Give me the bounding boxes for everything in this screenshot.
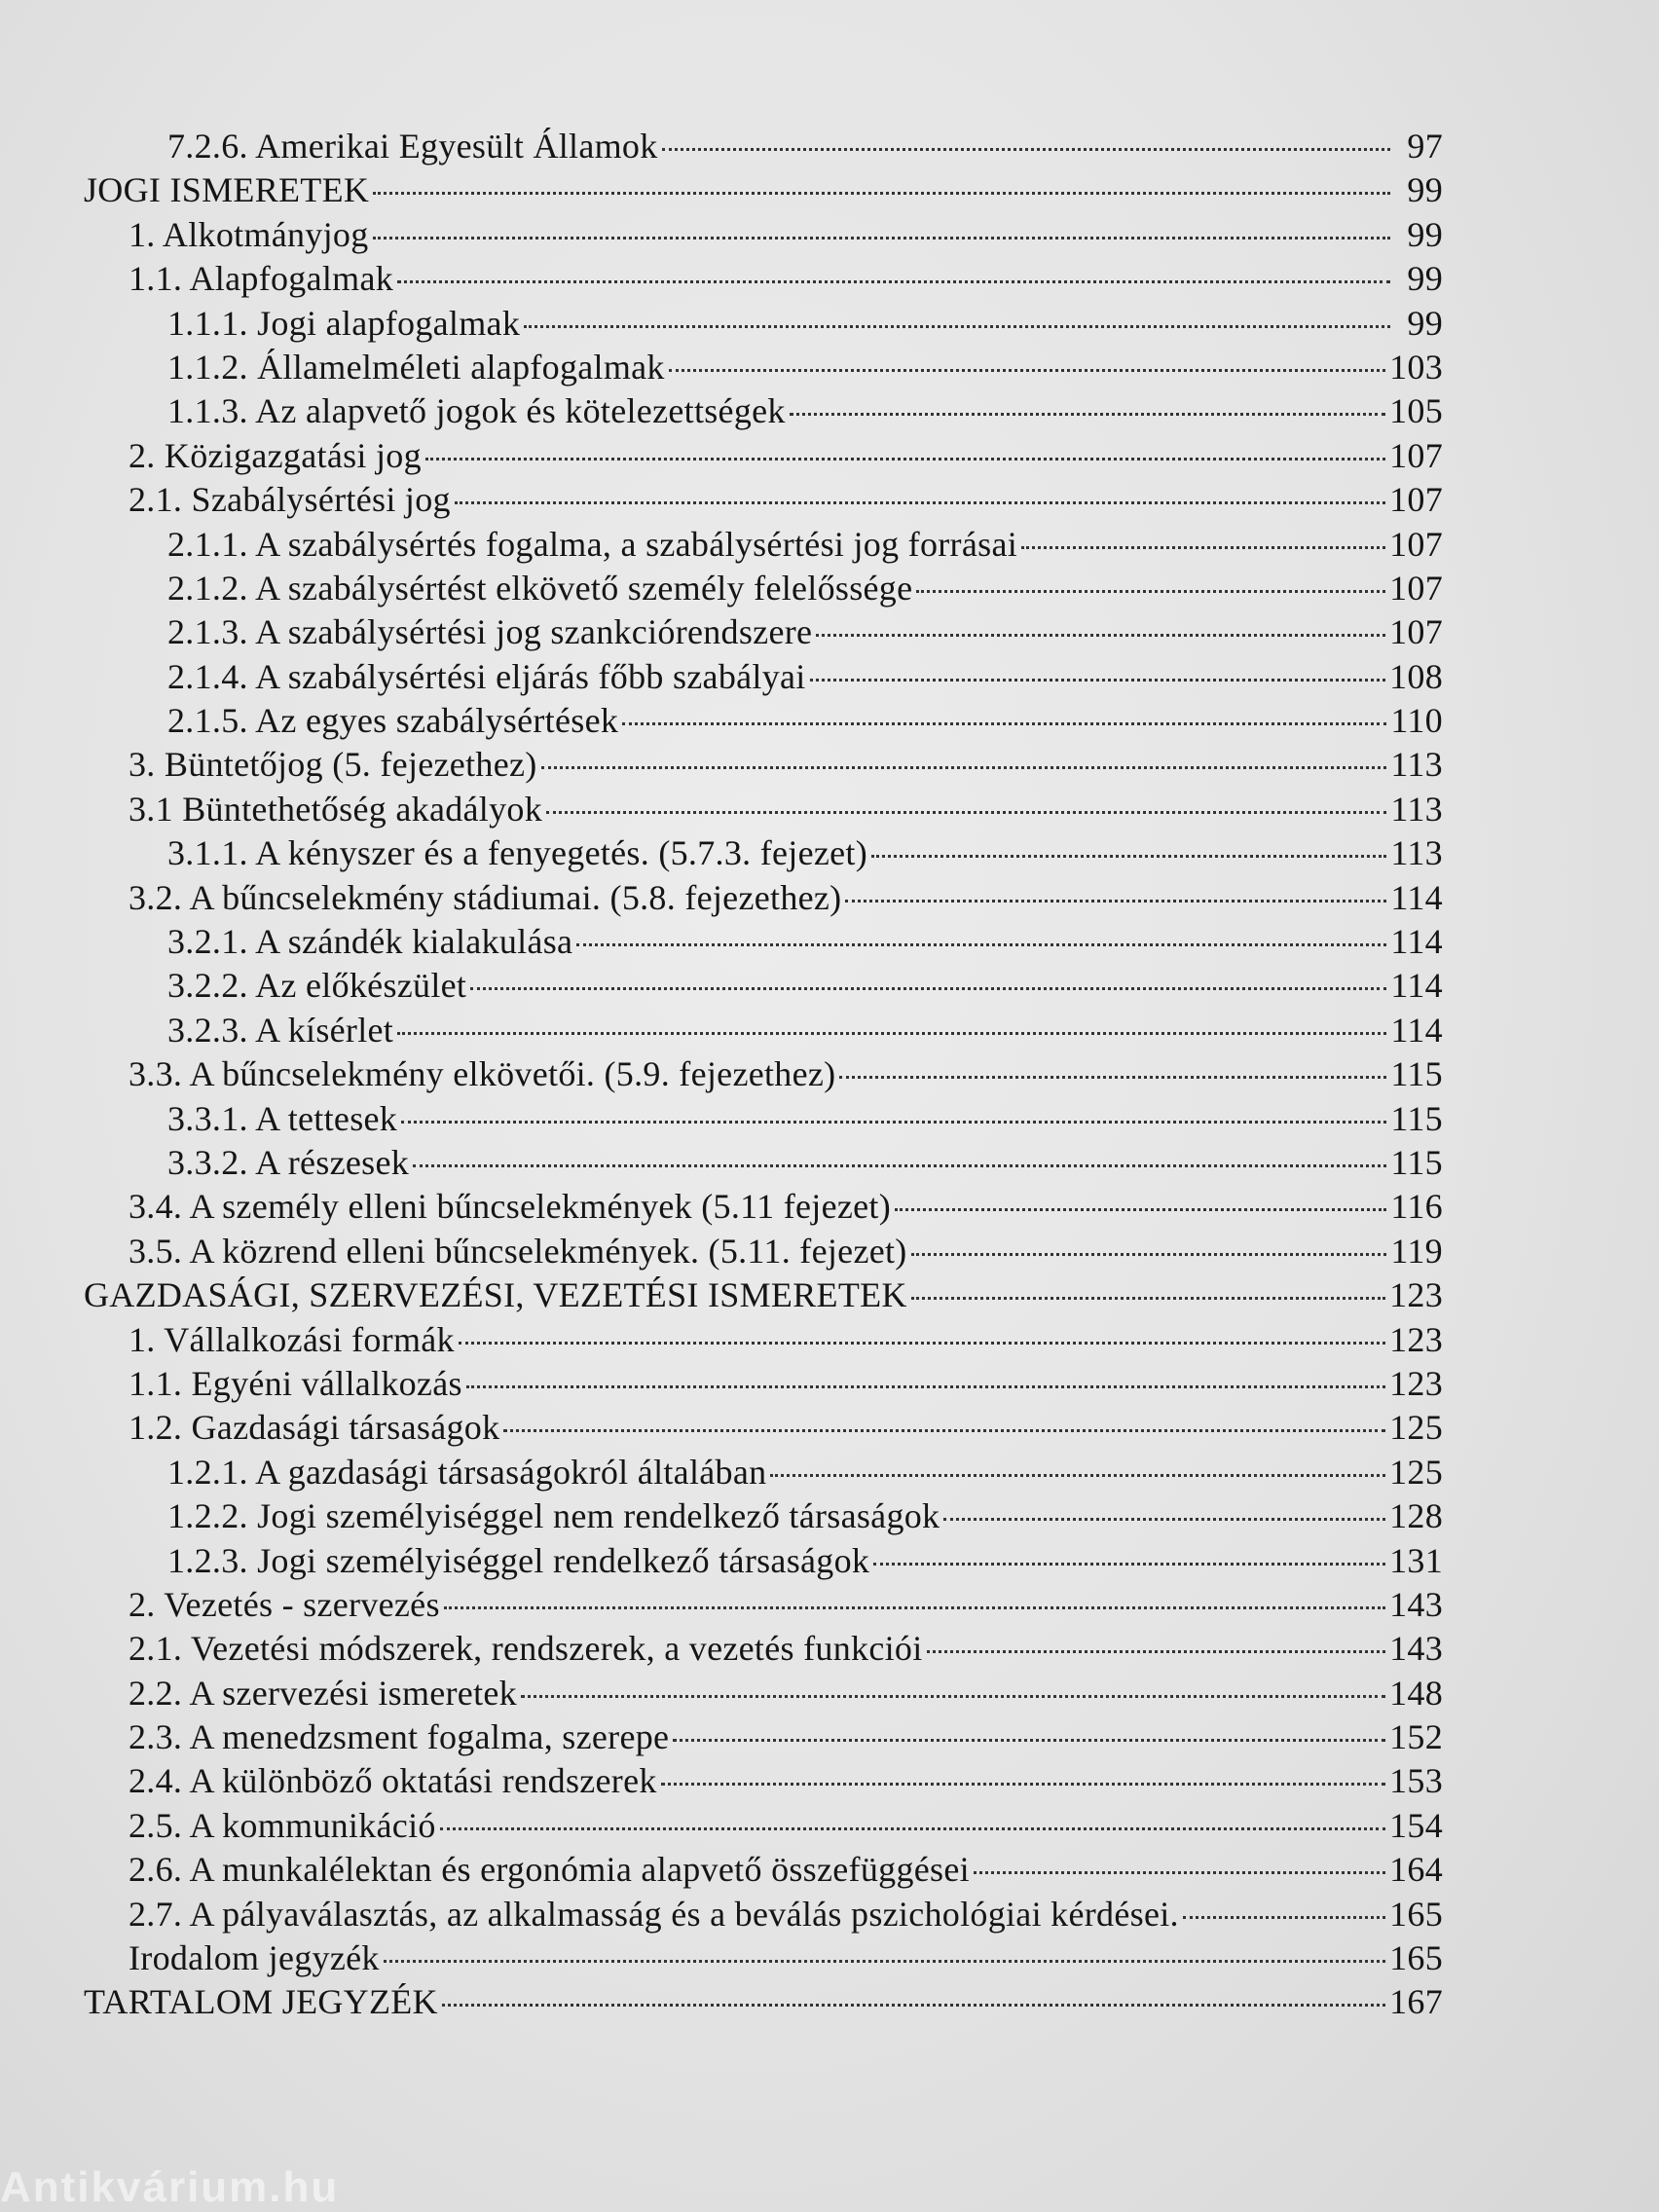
toc-entry <box>84 302 1443 346</box>
dot-leader <box>455 501 1385 504</box>
toc-entry-title: 2.1.1. A szabálysértés fogalma, a szabálysértési jog forrásai <box>167 524 1018 564</box>
dot-leader <box>524 325 1390 328</box>
toc-entry <box>84 1672 1443 1715</box>
toc-entry <box>84 168 1443 212</box>
table-of-contents <box>84 125 1443 2025</box>
toc-entry-page: 114 <box>1390 1010 1443 1050</box>
toc-entry <box>84 920 1443 964</box>
toc-entry-page: 125 <box>1389 1452 1443 1492</box>
dot-leader <box>816 634 1385 637</box>
toc-entry-title: 1.2.1. A gazdasági társaságokról általában <box>167 1452 767 1492</box>
dot-leader <box>662 148 1390 151</box>
toc-entry-title: TARTALOM JEGYZÉK <box>84 1982 438 2022</box>
dot-leader <box>895 1208 1386 1211</box>
toc-entry <box>84 831 1443 875</box>
dot-leader <box>521 1695 1385 1698</box>
toc-entry-page: 167 <box>1389 1982 1443 2022</box>
dot-leader <box>459 1342 1385 1345</box>
toc-entry <box>84 1318 1443 1362</box>
dot-leader <box>401 1121 1386 1124</box>
toc-entry-page: 143 <box>1389 1584 1443 1624</box>
toc-entry-page: 165 <box>1389 1894 1443 1934</box>
toc-entry <box>84 1936 1443 1980</box>
toc-entry <box>84 655 1443 699</box>
toc-entry-page: 105 <box>1389 391 1443 431</box>
toc-entry <box>84 964 1443 1008</box>
toc-entry-page: 113 <box>1390 745 1443 785</box>
toc-entry <box>84 1273 1443 1317</box>
toc-entry-page: 107 <box>1389 480 1443 520</box>
toc-entry-title: 1.1. Alapfogalmak <box>129 259 394 299</box>
dot-leader <box>770 1474 1385 1477</box>
toc-entry <box>84 523 1443 567</box>
toc-entry-title: 2.1. Szabálysértési jog <box>129 480 451 520</box>
toc-entry <box>84 1715 1443 1759</box>
toc-entry-title: 2. Közigazgatási jog <box>129 435 422 475</box>
toc-entry-page: 152 <box>1389 1717 1443 1757</box>
toc-entry-title: 1. Vállalkozási formák <box>129 1319 455 1359</box>
toc-entry-page: 114 <box>1390 877 1443 917</box>
dot-leader <box>503 1429 1385 1432</box>
toc-entry-page: 165 <box>1389 1938 1443 1978</box>
dot-leader <box>911 1253 1387 1256</box>
toc-entry-page: 107 <box>1389 612 1443 652</box>
dot-leader <box>1021 546 1385 549</box>
toc-entry-page: 125 <box>1389 1408 1443 1448</box>
dot-leader <box>384 1960 1385 1963</box>
toc-entry <box>84 1494 1443 1538</box>
toc-entry-title: 2.5. A kommunikáció <box>129 1805 436 1845</box>
toc-entry-title: 2.1.5. Az egyes szabálysértések <box>167 701 619 741</box>
toc-entry-title: 1.1.1. Jogi alapfogalmak <box>167 303 521 343</box>
toc-entry-page: 110 <box>1390 701 1443 741</box>
toc-entry-title: 2.1.2. A szabálysértést elkövető személy felelőssége <box>167 568 913 608</box>
dot-leader <box>845 900 1386 903</box>
toc-entry-page: 123 <box>1389 1363 1443 1403</box>
dot-leader <box>1183 1916 1385 1919</box>
toc-entry-page: 164 <box>1389 1850 1443 1890</box>
toc-entry-title: 2.3. A menedzsment fogalma, szerepe <box>129 1717 670 1757</box>
toc-entry-page: 123 <box>1389 1275 1443 1315</box>
dot-leader <box>373 192 1390 195</box>
dot-leader <box>440 1827 1385 1830</box>
toc-entry-title: 3.2. A bűncselekmény stádiumai. (5.8. fejezethez) <box>129 877 842 917</box>
dot-leader <box>790 413 1385 416</box>
dot-leader <box>810 679 1385 682</box>
toc-entry-title: Irodalom jegyzék <box>129 1938 380 1978</box>
toc-entry <box>84 1893 1443 1936</box>
toc-entry-title: 3.1.1. A kényszer és a fenyegetés. (5.7.3. fejezet) <box>167 833 868 873</box>
toc-entry-page: 99 <box>1407 259 1443 299</box>
toc-entry-title: 1.2.2. Jogi személyiséggel nem rendelkező társaságok <box>167 1496 940 1536</box>
toc-entry-title: 3.4. A személy elleni bűncselekmények (5.11 fejezet) <box>129 1187 891 1227</box>
toc-entry <box>84 478 1443 522</box>
toc-entry-title: 1.2. Gazdasági társaságok <box>129 1408 500 1448</box>
dot-leader <box>397 1032 1386 1035</box>
dot-leader <box>413 1164 1386 1167</box>
toc-entry <box>84 1804 1443 1848</box>
toc-entry-title: 7.2.6. Amerikai Egyesült Államok <box>167 127 658 166</box>
dot-leader <box>397 280 1390 283</box>
toc-entry-title: 3.2.1. A szándék kialakulása <box>167 922 573 962</box>
dot-leader <box>622 722 1386 725</box>
dot-leader <box>873 1563 1385 1566</box>
dot-leader <box>470 987 1386 990</box>
dot-leader <box>541 766 1387 769</box>
dot-leader <box>425 458 1385 461</box>
toc-entry-title: 1.1.2. Államelméleti alapfogalmak <box>167 347 665 387</box>
dot-leader <box>839 1076 1386 1079</box>
toc-entry-title: 1.2.3. Jogi személyiséggel rendelkező társaságok <box>167 1540 870 1580</box>
toc-entry-page: 97 <box>1407 127 1443 166</box>
dot-leader <box>916 590 1385 593</box>
toc-entry <box>84 346 1443 389</box>
toc-entry <box>84 788 1443 831</box>
toc-entry <box>84 434 1443 478</box>
toc-entry-title: 3.2.2. Az előkészület <box>167 966 467 1006</box>
watermark: Antikvárium.hu <box>0 2163 340 2211</box>
toc-entry-page: 107 <box>1389 568 1443 608</box>
toc-entry-title: 3.3. A bűncselekmény elkövetői. (5.9. fejezethez) <box>129 1054 836 1094</box>
toc-entry-page: 113 <box>1390 789 1443 829</box>
toc-entry-title: 2.1.4. A szabálysértési eljárás főbb szabályai <box>167 656 806 696</box>
toc-entry <box>84 1406 1443 1450</box>
toc-entry <box>84 1185 1443 1229</box>
toc-entry-page: 119 <box>1390 1231 1443 1271</box>
dot-leader <box>871 855 1386 858</box>
toc-entry-title: 1.1.3. Az alapvető jogok és kötelezettségek <box>167 391 786 431</box>
toc-entry-page: 115 <box>1390 1054 1443 1094</box>
toc-entry <box>84 1097 1443 1141</box>
toc-entry-page: 107 <box>1389 524 1443 564</box>
toc-entry-page: 103 <box>1389 347 1443 387</box>
toc-entry <box>84 257 1443 301</box>
toc-entry-title: GAZDASÁGI, SZERVEZÉSI, VEZETÉSI ISMERETEK <box>84 1275 907 1315</box>
toc-entry-title: 3. Büntetőjog (5. fejezethez) <box>129 745 537 785</box>
toc-entry <box>84 1362 1443 1406</box>
toc-entry-title: 3.2.3. A kísérlet <box>167 1010 394 1050</box>
toc-entry-page: 148 <box>1389 1673 1443 1713</box>
toc-entry <box>84 1583 1443 1627</box>
toc-entry-page: 128 <box>1389 1496 1443 1536</box>
toc-entry <box>84 1009 1443 1052</box>
toc-entry <box>84 699 1443 743</box>
dot-leader <box>466 1385 1385 1388</box>
toc-entry-title: 2.2. A szervezési ismeretek <box>129 1673 517 1713</box>
toc-entry-title: 3.3.1. A tettesek <box>167 1098 398 1138</box>
dot-leader <box>673 1739 1385 1742</box>
toc-entry-title: 2.1. Vezetési módszerek, rendszerek, a vezetés funkciói <box>129 1629 923 1669</box>
toc-entry <box>84 1052 1443 1096</box>
toc-entry-title: 1. Alkotmányjog <box>129 214 369 254</box>
toc-entry <box>84 1141 1443 1185</box>
toc-entry-page: 143 <box>1389 1629 1443 1669</box>
toc-entry-page: 99 <box>1407 214 1443 254</box>
toc-entry-title: 1.1. Egyéni vállalkozás <box>129 1363 462 1403</box>
toc-entry <box>84 876 1443 920</box>
toc-entry-page: 116 <box>1390 1187 1443 1227</box>
toc-entry <box>84 1451 1443 1494</box>
dot-leader <box>444 1606 1385 1609</box>
toc-entry-title: 2.1.3. A szabálysértési jog szankciórendszere <box>167 612 813 652</box>
dot-leader <box>546 811 1386 814</box>
toc-entry <box>84 1627 1443 1671</box>
toc-entry-page: 123 <box>1389 1319 1443 1359</box>
toc-entry-title: 2.4. A különböző oktatási rendszerek <box>129 1761 657 1801</box>
toc-entry-page: 154 <box>1389 1805 1443 1845</box>
toc-entry-title: 3.3.2. A részesek <box>167 1142 410 1182</box>
dot-leader <box>442 2004 1385 2007</box>
dot-leader <box>661 1783 1385 1786</box>
dot-leader <box>974 1871 1385 1874</box>
toc-entry-page: 108 <box>1389 656 1443 696</box>
toc-entry <box>84 610 1443 654</box>
toc-entry-page: 153 <box>1389 1761 1443 1801</box>
toc-entry-page: 131 <box>1389 1540 1443 1580</box>
toc-entry-page: 114 <box>1390 922 1443 962</box>
toc-entry-page: 115 <box>1390 1098 1443 1138</box>
toc-entry <box>84 1848 1443 1892</box>
toc-entry <box>84 1539 1443 1583</box>
toc-entry-title: JOGI ISMERETEK <box>84 170 370 210</box>
toc-entry-page: 114 <box>1390 966 1443 1006</box>
toc-entry <box>84 213 1443 257</box>
toc-entry-page: 107 <box>1389 435 1443 475</box>
toc-entry-title: 3.5. A közrend elleni bűncselekmények. (5.11. fejezet) <box>129 1231 907 1271</box>
dot-leader <box>373 237 1391 240</box>
toc-entry-title: 2.7. A pályaválasztás, az alkalmasság és a beválás pszichológiai kérdései. <box>129 1894 1179 1934</box>
toc-entry-title: 2.6. A munkalélektan és ergonómia alapvető összefüggései <box>129 1850 970 1890</box>
toc-entry <box>84 125 1443 168</box>
dot-leader <box>943 1518 1385 1521</box>
toc-entry-page: 113 <box>1390 833 1443 873</box>
toc-entry <box>84 743 1443 787</box>
toc-entry <box>84 1230 1443 1273</box>
toc-entry <box>84 567 1443 610</box>
toc-entry-title: 2. Vezetés - szervezés <box>129 1584 440 1624</box>
toc-entry <box>84 1759 1443 1803</box>
toc-entry-page: 99 <box>1407 303 1443 343</box>
toc-entry-page: 115 <box>1390 1142 1443 1182</box>
dot-leader <box>576 943 1386 946</box>
dot-leader <box>669 369 1385 372</box>
toc-entry-page: 99 <box>1407 170 1443 210</box>
toc-entry <box>84 389 1443 433</box>
toc-entry <box>84 1980 1443 2024</box>
dot-leader <box>927 1650 1386 1653</box>
toc-entry-title: 3.1 Büntethetőség akadályok <box>129 789 543 829</box>
dot-leader <box>911 1297 1385 1300</box>
